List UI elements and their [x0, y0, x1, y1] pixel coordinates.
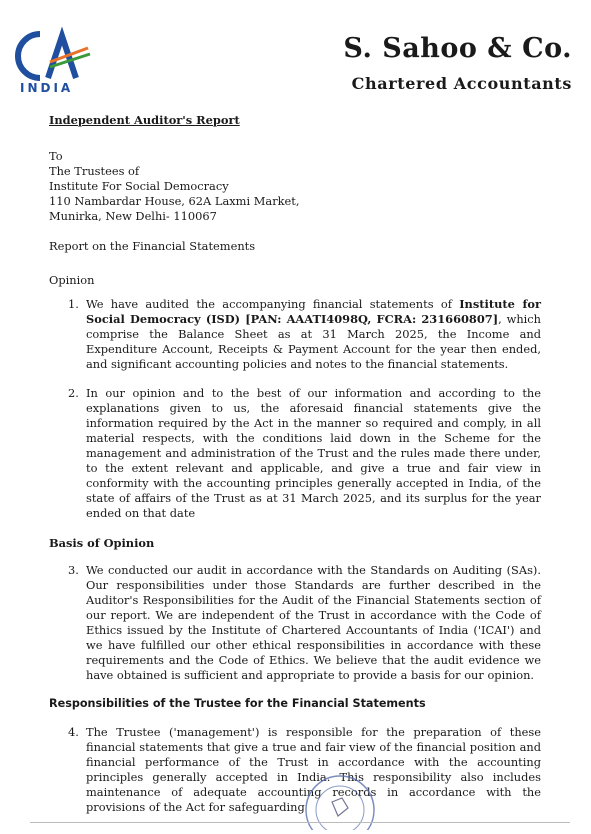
paragraph-1 [49, 297, 541, 372]
paragraph-3 [49, 563, 541, 683]
entity-name-bold: Institute for Social Democracy (ISD) [PAN: AAATI4098Q, FCRA: 231660807] [86, 297, 541, 326]
paragraph-text [86, 297, 541, 372]
paragraph-number: 4. [68, 725, 79, 739]
logo-text: INDIA [20, 81, 74, 95]
paragraph-text: The Trustee ('management') is responsible for the preparation of these financial statements that give a true and fair view of the financial position and financial performance of the Trust in accordance with the accounting principles generally accepted in India. This responsibility also includes maintenance of adequate accounting records in accordance with the provisions of the Act for safeguarding [86, 725, 541, 814]
addressee-line: Munirka, New Delhi- 110067 [49, 209, 217, 223]
paragraph-number: 1. [68, 297, 79, 311]
section-heading-basis: Basis of Opinion [49, 536, 155, 550]
ca-logo-icon [10, 26, 94, 96]
firm-heading [343, 32, 572, 93]
page-bottom-divider [30, 822, 570, 823]
addressee-line: 110 Nambardar House, 62A Laxmi Market, [49, 194, 300, 208]
report-title: Independent Auditor's Report [49, 113, 240, 127]
section-heading-opinion: Opinion [49, 273, 95, 287]
paragraph-number: 3. [68, 563, 79, 577]
seal-icon [302, 770, 378, 830]
firm-name: S. Sahoo & Co. [343, 33, 572, 64]
paragraph-text: In our opinion and to the best of our information and according to the explanations given to us, the aforesaid financial statements give the information required by the Act in the manner so required and comply, in all material respects, with the conditions laid down in the Scheme for the management and administration of the Trust and the rules made there under, to the extent relevant and applicable, and give a true and fair view in conformity with the accounting principles generally accepted in India, of the state of affairs of the Trust as at 31 March 2025, and its surplus for the year ended on that date [86, 386, 541, 520]
paragraph-text-part: We have audited the accompanying financial statements of [86, 297, 460, 311]
paragraph-4 [49, 725, 541, 815]
firm-subtitle: Chartered Accountants [351, 74, 572, 93]
addressee-line: The Trustees of [49, 164, 140, 178]
ca-india-logo [10, 26, 94, 96]
addressee-block [49, 149, 541, 224]
section-heading-responsibilities: Responsibilities of the Trustee for the Financial Statements [49, 697, 426, 710]
paragraph-text: We conducted our audit in accordance with the Standards on Auditing (SAs). Our responsibilities under those Standards are further described in the Auditor's Responsibilities for the Audit of the Financial Statements section of our report. We are independent of the Trust in accordance with the Code of Ethics issued by the Institute of Chartered Accountants of India ('ICAI') and we have fulfilled our other ethical responsibilities in accordance with these requirements and the Code of Ethics. We believe that the audit evidence we have obtained is sufficient and appropriate to provide a basis for our opinion. [86, 563, 541, 682]
paragraph-text-part: , which comprise the Balance Sheet as at 31 March 2025, the Income and Expenditure Account, Receipts & Payment Account for the year then ended, and significant accounting policies and notes to the financial statements. [86, 312, 542, 371]
paragraph-2 [49, 386, 541, 521]
paragraph-number: 2. [68, 386, 79, 400]
report-body [49, 113, 541, 815]
firm-seal-stamp [302, 770, 378, 830]
addressee-line: Institute For Social Democracy [49, 179, 229, 193]
addressee-line: To [49, 149, 63, 163]
section-heading-report: Report on the Financial Statements [49, 239, 256, 253]
